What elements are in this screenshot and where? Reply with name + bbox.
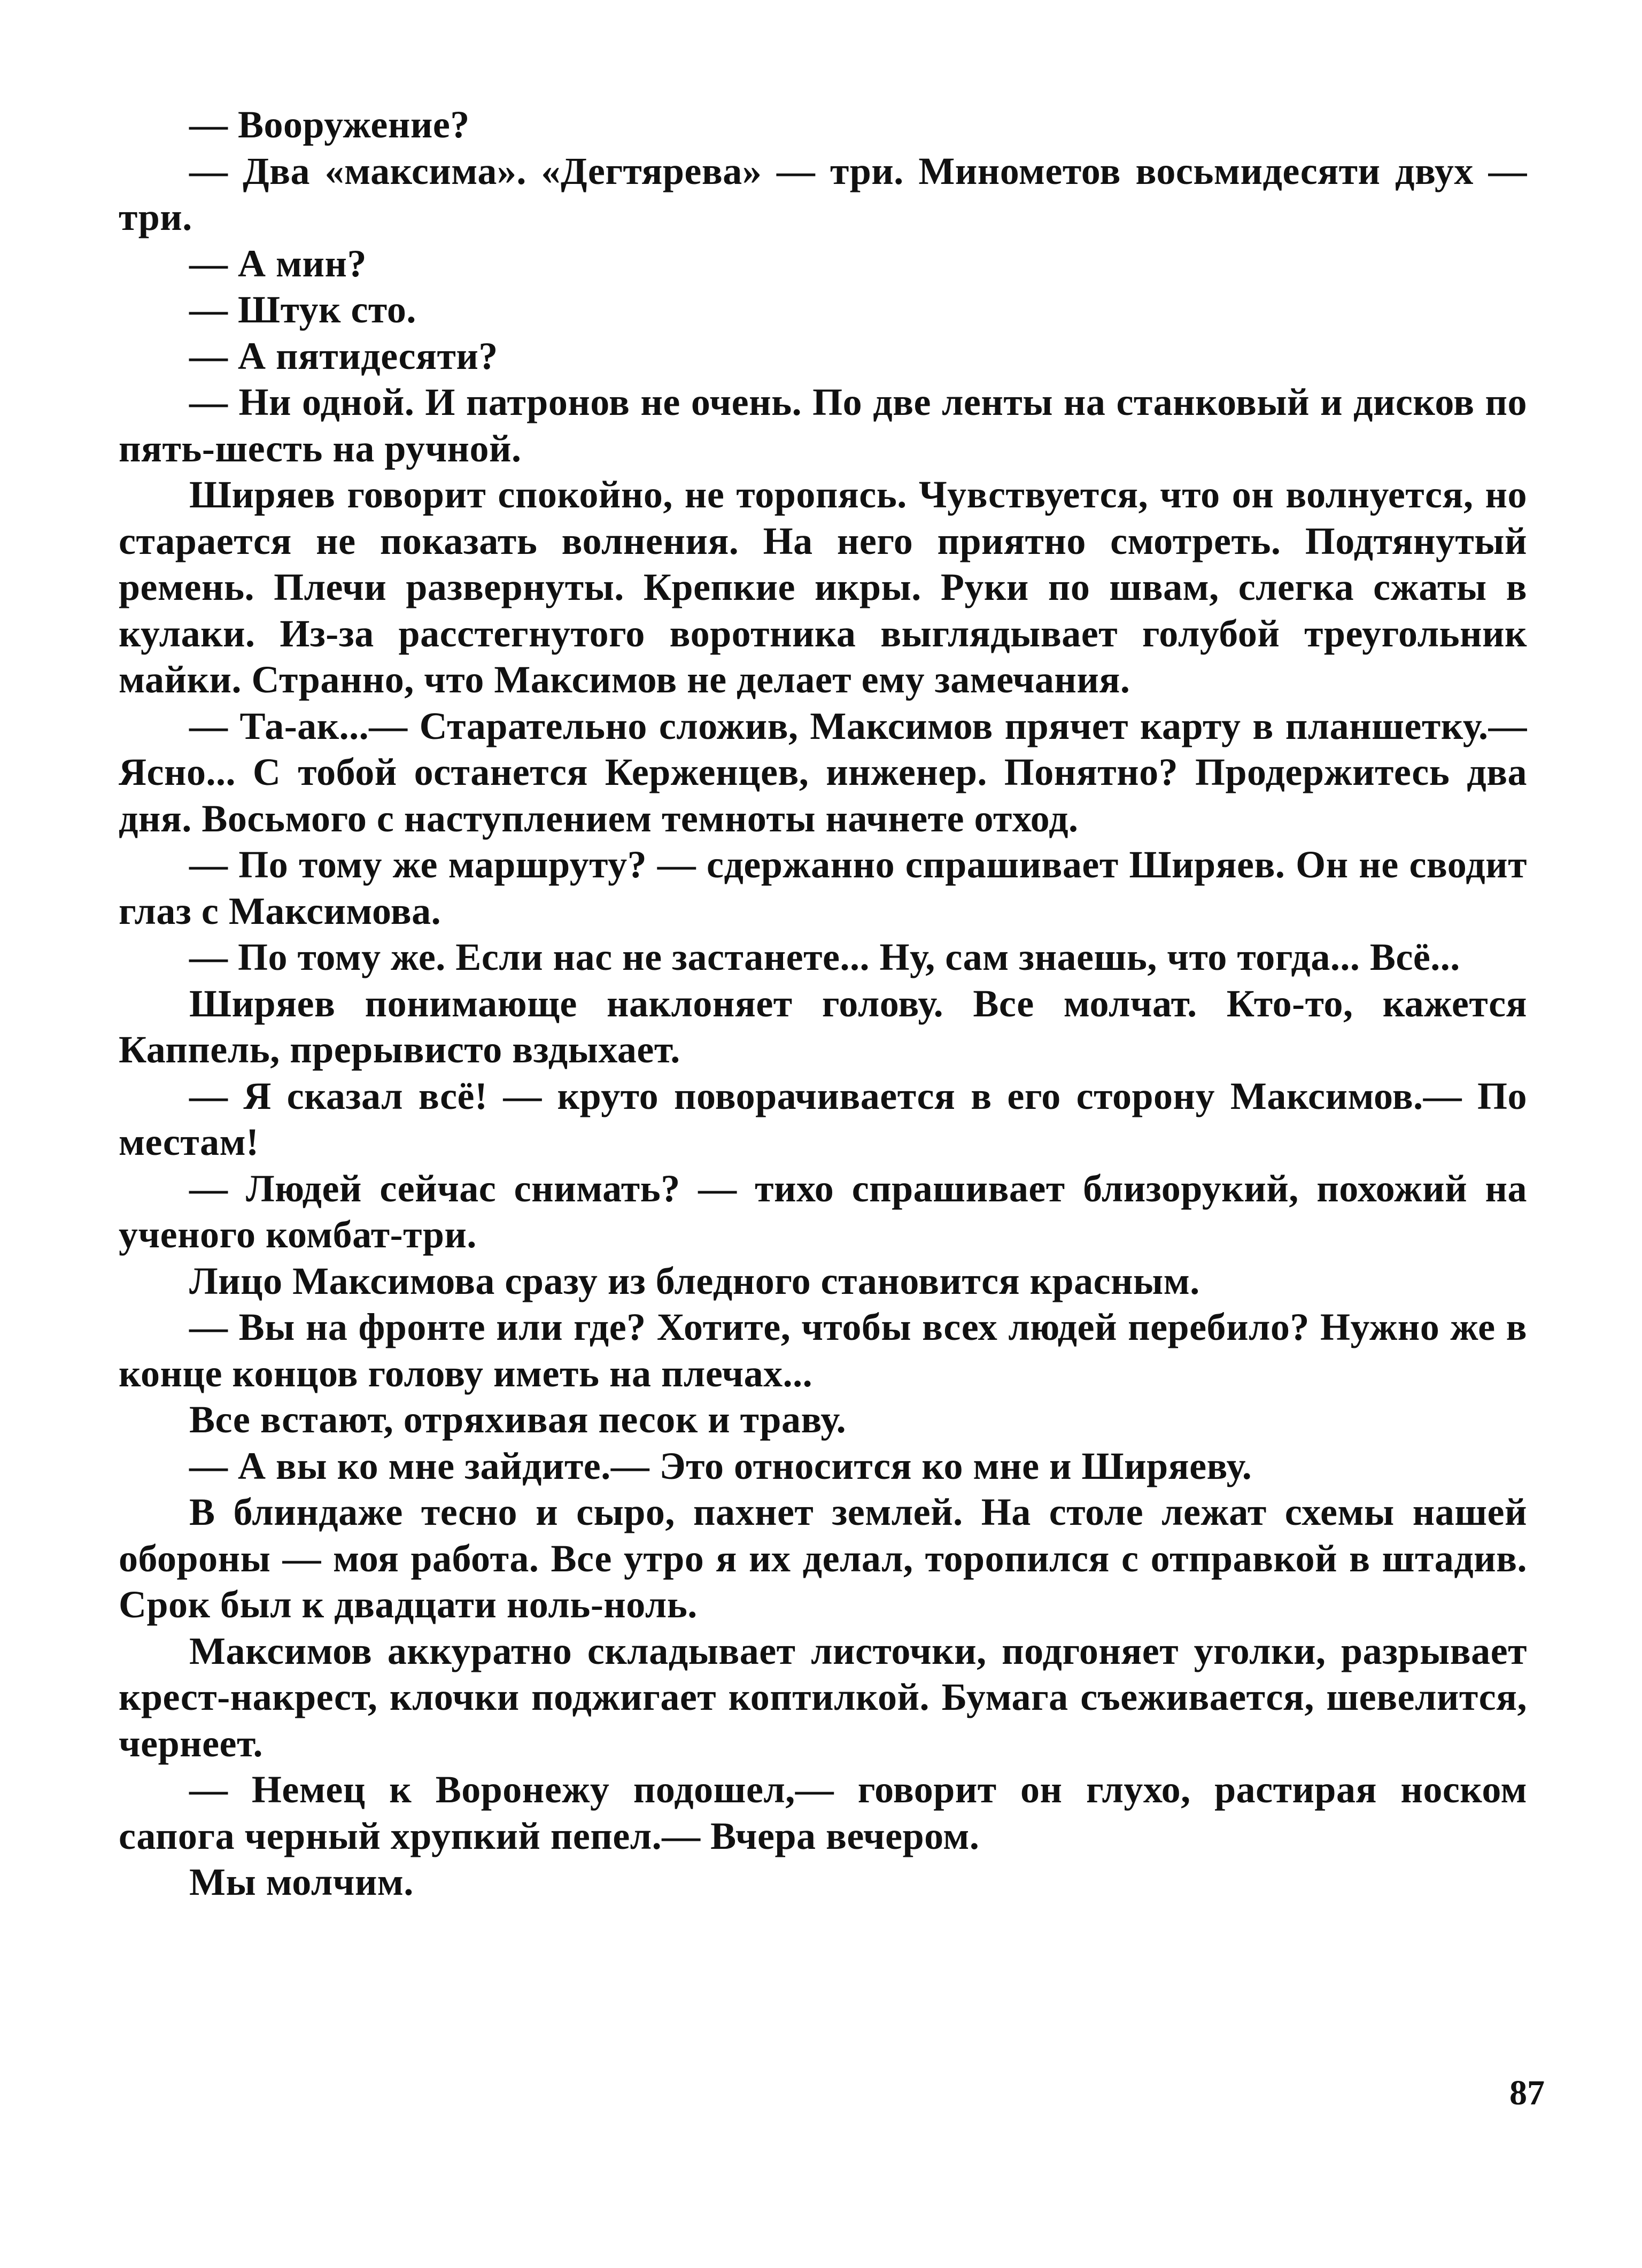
paragraph: — А вы ко мне зайдите.— Это относится ко мне и Ширяеву. xyxy=(189,1444,1252,1487)
paragraph: Мы молчим. xyxy=(189,1861,414,1903)
paragraph: — Два «максима». «Дегтярева» — три. Минометов восьмидесяти двух — три. xyxy=(119,149,1527,238)
paragraph: Лицо Максимова сразу из бледного становится красным. xyxy=(189,1259,1200,1302)
paragraph: Все встают, отряхивая песок и траву. xyxy=(189,1398,847,1441)
paragraph: — Ни одной. И патронов не очень. По две ленты на станковый и дисков по пять-шесть на ручной. xyxy=(119,381,1527,470)
paragraph: — По тому же маршруту? — сдержанно спрашивает Ширяев. Он не сводит глаз с Максимова. xyxy=(119,843,1527,932)
paragraph: — Людей сейчас снимать? — тихо спрашивает близорукий, похожий на ученого комбат-три. xyxy=(119,1167,1527,1256)
paragraph: — Я сказал всё! — круто поворачивается в его сторону Максимов.— По местам! xyxy=(119,1074,1527,1163)
paragraph: Максимов аккуратно складывает листочки, подгоняет уголки, разрывает крест-накрест, клочки поджигает коптилкой. Бумага съеживается, шевелится, чернеет. xyxy=(119,1629,1527,1765)
paragraph: — По тому же. Если нас не застанете... Ну, сам знаешь, что тогда... Всё... xyxy=(189,936,1460,978)
page-number: 87 xyxy=(1509,2073,1545,2112)
body-text xyxy=(119,102,1527,1906)
paragraph: — Штук сто. xyxy=(189,288,416,331)
paragraph: В блиндаже тесно и сыро, пахнет землей. На столе лежат схемы нашей обороны — моя работа. Все утро я их делал, торопился с отправкой в штадив. Срок был к двадцати ноль-ноль. xyxy=(119,1491,1527,1626)
paragraph: — А пятидесяти? xyxy=(189,334,498,377)
paragraph: — Вооружение? xyxy=(189,103,470,146)
paragraph: Ширяев понимающе наклоняет голову. Все молчат. Кто-то, кажется Каппель, прерывисто вздыхает. xyxy=(119,982,1527,1071)
paragraph: Ширяев говорит спокойно, не торопясь. Чувствуется, что он волнуется, но старается не показать волнения. На него приятно смотреть. Подтянутый ремень. Плечи развернуты. Крепкие икры. Руки по швам, слегка сжаты в кулаки. Из-за расстегнутого воротника выглядывает голубой треугольник майки. Странно, что Максимов не делает ему замечания. xyxy=(119,473,1527,701)
paragraph: — А мин? xyxy=(189,242,367,285)
paragraph: — Та-ак...— Старательно сложив, Максимов прячет карту в планшетку.— Ясно... С тобой останется Керженцев, инженер. Понятно? Продержитесь два дня. Восьмого с наступлением темноты начнете отход. xyxy=(119,704,1527,840)
paragraph: — Немец к Воронежу подошел,— говорит он глухо, растирая носком сапога черный хрупкий пепел.— Вчера вечером. xyxy=(119,1768,1527,1857)
paragraph: — Вы на фронте или где? Хотите, чтобы всех людей перебило? Нужно же в конце концов голову иметь на плечах... xyxy=(119,1306,1527,1395)
